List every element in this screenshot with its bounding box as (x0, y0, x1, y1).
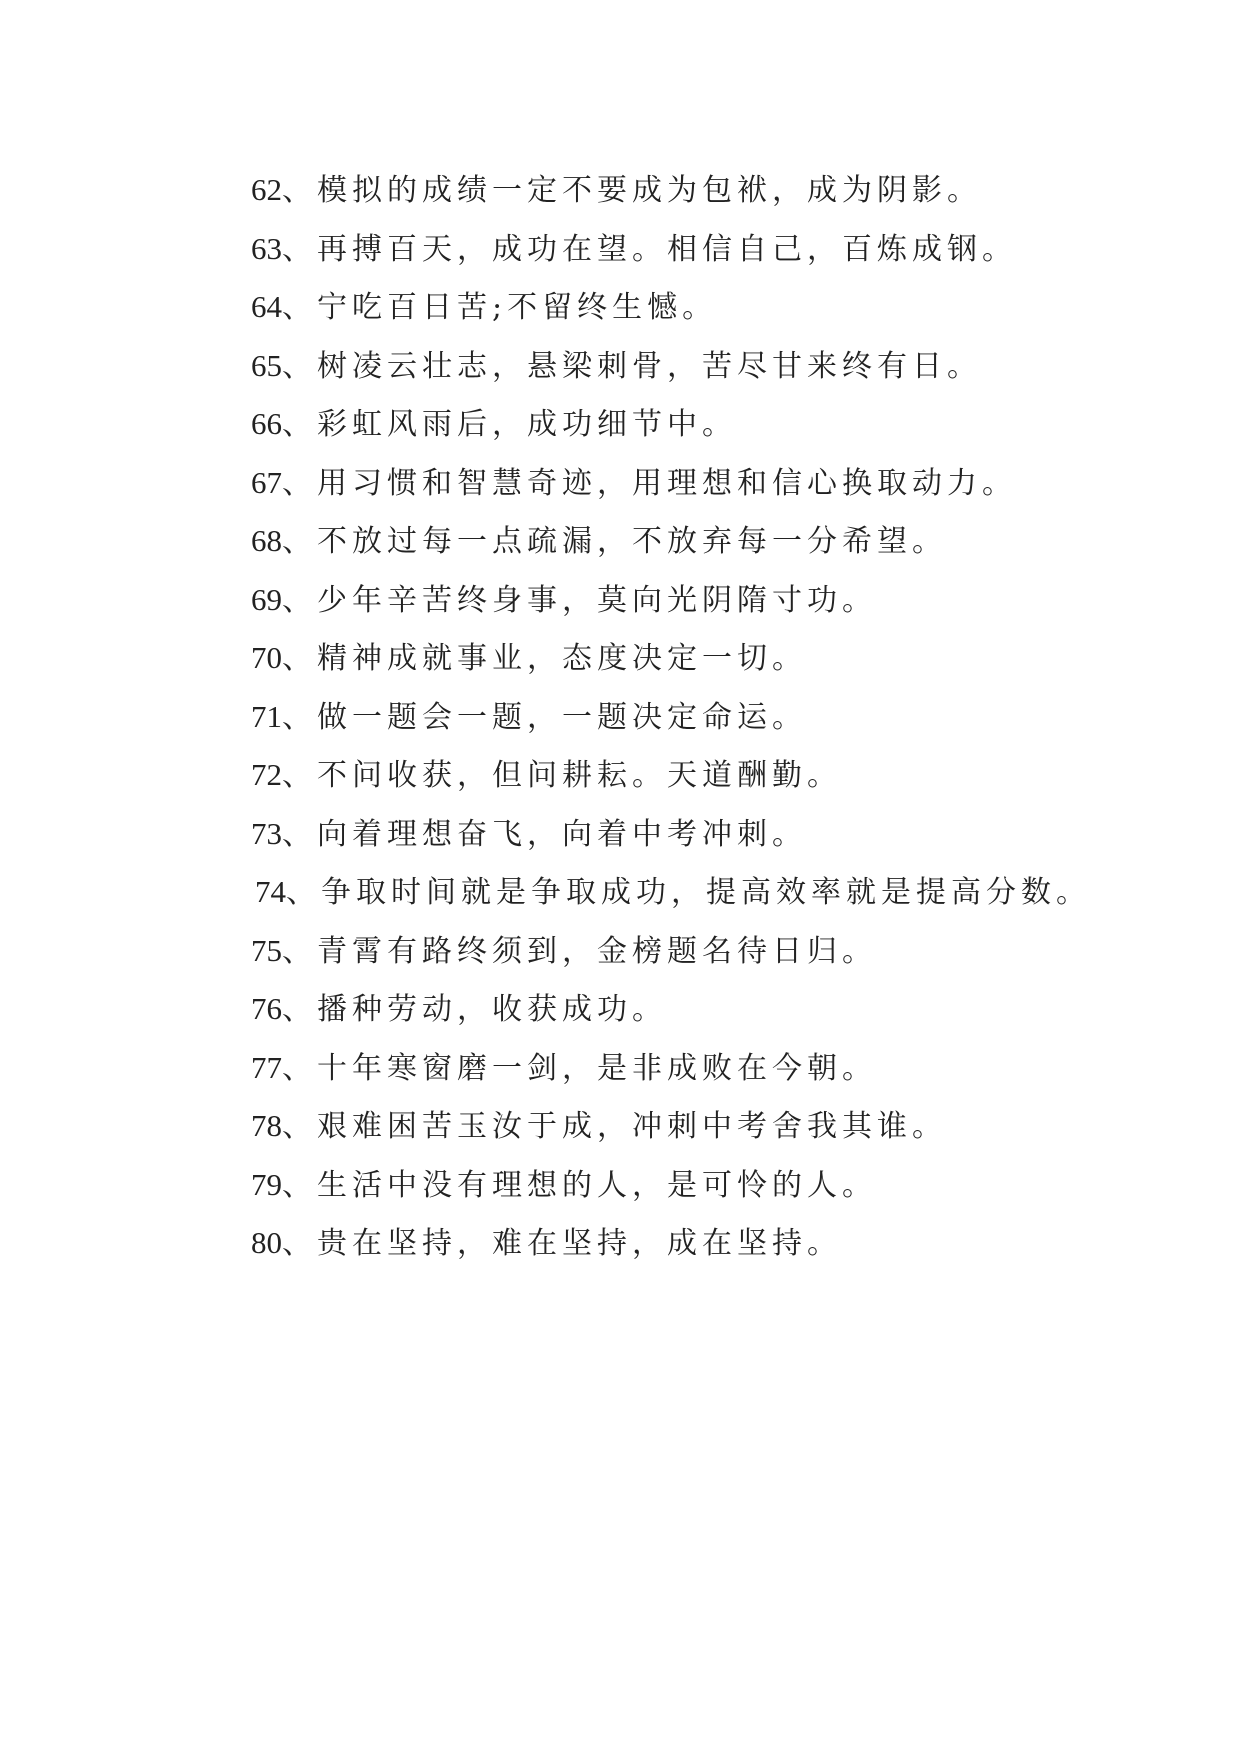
item-number: 62 (251, 172, 282, 207)
list-item (251, 746, 1091, 805)
item-text: 、再搏百天，成功在望。相信自己，百炼成钢。 (282, 231, 1017, 267)
item-number: 72 (251, 757, 282, 792)
item-text: 、用习惯和智慧奇迹，用理想和信心换取动力。 (282, 465, 1017, 501)
item-text: 、播种劳动，收获成功。 (282, 992, 667, 1027)
item-text: 、向着理想奋飞，向着中考冲刺。 (282, 816, 807, 852)
item-text: 、贵在坚持，难在坚持，成在坚持。 (282, 1226, 842, 1261)
list-item (251, 1097, 1091, 1156)
item-number: 74 (255, 874, 286, 909)
item-number: 70 (251, 640, 282, 675)
list-item (251, 688, 1091, 747)
item-number: 73 (251, 815, 282, 851)
list-item (251, 161, 1091, 220)
list-item (251, 512, 1091, 571)
item-text: 、彩虹风雨后，成功细节中。 (282, 407, 737, 442)
item-text: 、十年寒窗磨一剑，是非成败在今朝。 (282, 1050, 877, 1086)
item-text: 、树凌云壮志，悬梁刺骨，苦尽甘来终有日。 (282, 348, 982, 384)
list-item (251, 278, 1091, 337)
list-item (251, 1039, 1091, 1098)
item-number: 69 (251, 581, 282, 617)
item-text: 、精神成就事业，态度决定一切。 (282, 641, 807, 676)
item-text: 、做一题会一题，一题决定命运。 (282, 699, 807, 735)
list-item (251, 922, 1091, 981)
item-text: 、模拟的成绩一定不要成为包袱，成为阴影。 (282, 173, 982, 208)
item-number: 79 (251, 1166, 282, 1202)
item-number: 67 (251, 464, 282, 500)
list-item (251, 571, 1091, 630)
item-text: 、生活中没有理想的人，是可怜的人。 (282, 1167, 877, 1203)
item-number: 75 (251, 932, 282, 968)
item-number: 78 (251, 1108, 282, 1143)
list-item (251, 220, 1091, 279)
list-item (251, 1156, 1091, 1215)
list-item (251, 454, 1091, 513)
item-number: 63 (251, 230, 282, 266)
list-item (251, 629, 1091, 688)
item-number: 66 (251, 406, 282, 441)
list-item (251, 1214, 1091, 1273)
item-number: 64 (251, 289, 282, 324)
slogan-list (251, 161, 1091, 1273)
item-number: 80 (251, 1225, 282, 1260)
list-item (251, 863, 1091, 922)
item-text: 、不放过每一点疏漏，不放弃每一分希望。 (282, 524, 947, 559)
item-text: 、少年辛苦终身事，莫向光阴隋寸功。 (282, 582, 877, 618)
item-number: 71 (251, 698, 282, 734)
item-number: 77 (251, 1049, 282, 1085)
item-number: 65 (251, 347, 282, 383)
item-text: 、宁吃百日苦;不留终生憾。 (282, 290, 718, 325)
item-number: 68 (251, 523, 282, 558)
list-item (251, 805, 1091, 864)
item-text: 、不问收获，但问耕耘。天道酬勤。 (282, 758, 842, 793)
list-item (251, 337, 1091, 396)
item-number: 76 (251, 991, 282, 1026)
list-item (251, 395, 1091, 454)
item-text: 、青霄有路终须到，金榜题名待日归。 (282, 933, 877, 969)
list-item (251, 980, 1091, 1039)
item-text: 、艰难困苦玉汝于成，冲刺中考舍我其谁。 (282, 1109, 947, 1144)
item-text: 、争取时间就是争取成功，提高效率就是提高分数。 (286, 875, 1091, 910)
